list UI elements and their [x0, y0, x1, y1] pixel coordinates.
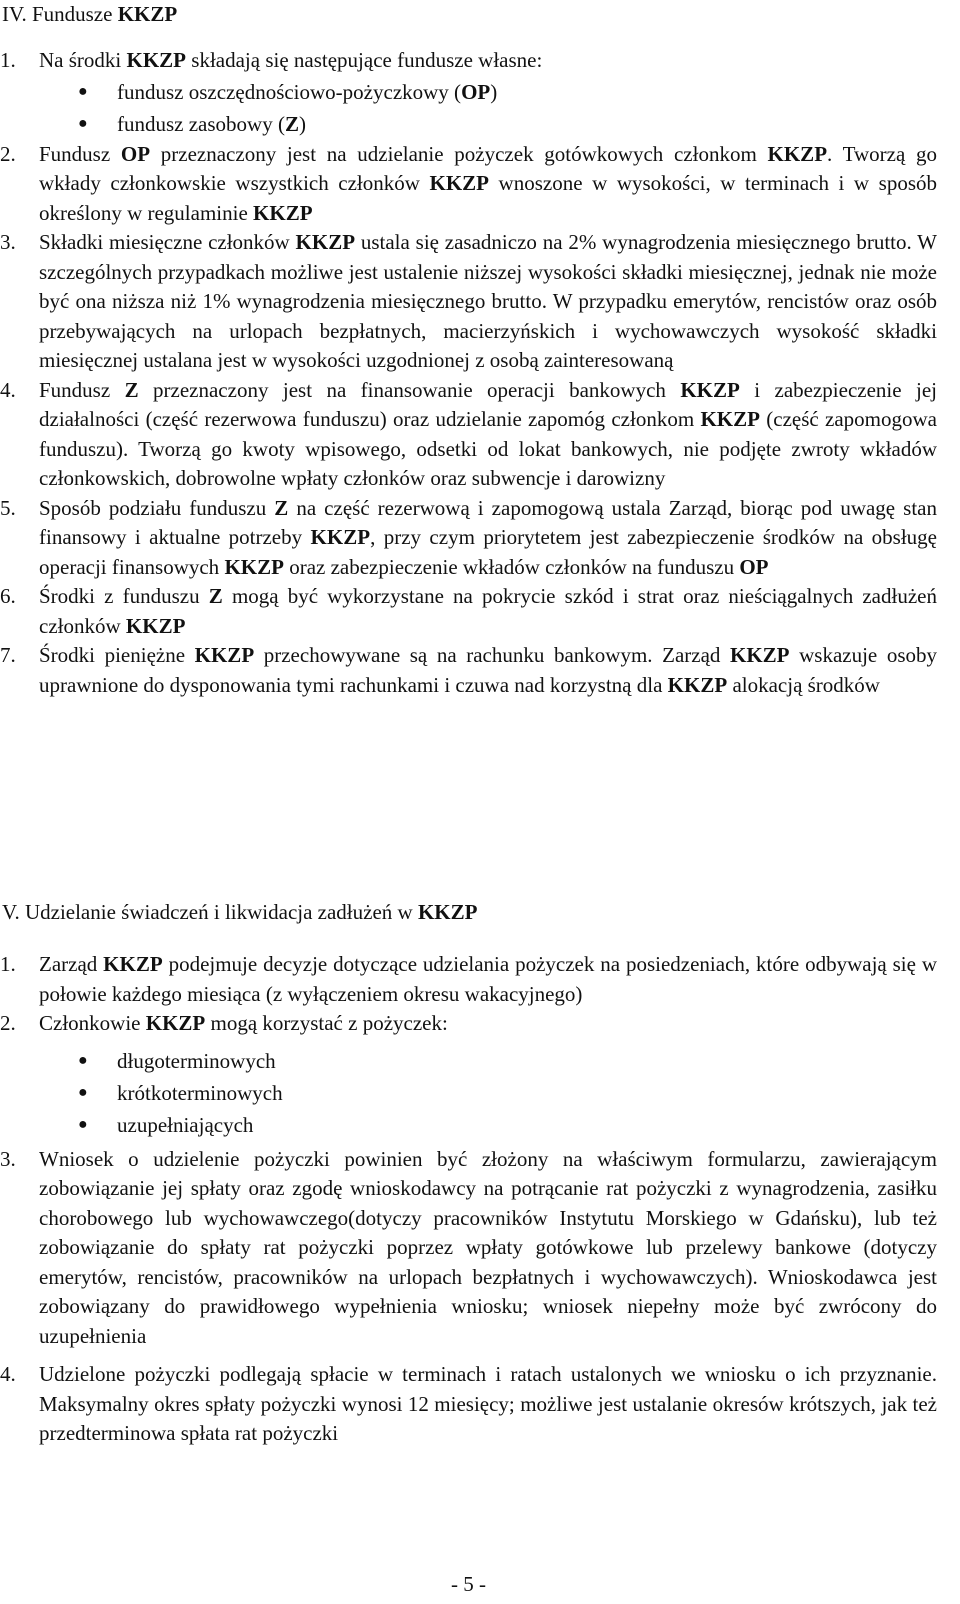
bullet-item	[39, 1045, 937, 1077]
item-number: 5.	[0, 495, 16, 520]
section-iv-item-7	[0, 641, 937, 700]
bullet-icon: ●	[78, 82, 88, 100]
item-text: Składki miesięczne członków KKZP ustala się zasadniczo na 2% wynagrodzenia miesięcznego brutto. W szczególnych przypadkach możliwe jest ustalenie niższej wysokości składki miesięcznej, jednak nie może być ona niższa niż 1% wynagrodzenia miesięcznego brutto. W przypadku emerytów, rencistów oraz osób przebywających na urlopach bezpłatnych, macierzyńskich i wychowawczych wysokość składki miesięcznej ustalana jest w wysokości uzgodnionej z osobą zainteresowaną	[39, 230, 937, 372]
bullet-icon: ●	[78, 114, 88, 132]
section-v-item-4	[0, 1360, 937, 1449]
bullet-text: uzupełniających	[117, 1112, 254, 1137]
bullet-icon: ●	[78, 1115, 88, 1133]
fund-list	[39, 76, 937, 140]
bullet-icon: ●	[78, 1051, 88, 1069]
item-text: Na środki KKZP składają się następujące fundusze własne:	[39, 48, 543, 72]
section-v-item-2	[0, 1009, 937, 1141]
item-text: Udzielone pożyczki podlegają spłacie w terminach i ratach ustalonych we wniosku o ich przyznanie. Maksymalny okres spłaty pożyczki wynosi 12 miesięcy; możliwe jest ustalanie okresów krótszych, jak też przedterminowa spłata rat pożyczki	[39, 1362, 937, 1445]
item-text: Środki pieniężne KKZP przechowywane są na rachunku bankowym. Zarząd KKZP wskazuje osoby uprawnione do dysponowania tymi rachunkami i czuwa nad korzystną dla KKZP alokacją środków	[39, 643, 937, 697]
section-iv-item-6	[0, 582, 937, 641]
item-text: Zarząd KKZP podejmuje decyzje dotyczące udzielania pożyczek na posiedzeniach, które odbywają się w połowie każdego miesiąca (z wyłączeniem okresu wakacyjnego)	[39, 952, 937, 1006]
item-number: 7.	[0, 643, 16, 667]
section-heading-iv: IV. Fundusze KKZP	[2, 2, 178, 26]
section-iv-item-4	[0, 376, 937, 494]
item-text: Środki z funduszu Z mogą być wykorzystane na pokrycie szkód i strat oraz nieściągalnych zadłużeń członków KKZP	[39, 584, 937, 638]
bullet-text: fundusz zasobowy (Z)	[117, 111, 306, 136]
item-text: Fundusz Z przeznaczony jest na finansowanie operacji bankowych KKZP i zabezpieczenie jej działalności (część rezerwowa funduszu) oraz udzielanie zapomóg członkom KKZP (część zapomogowa funduszu). Tworzą go kwoty wpisowego, odsetki od lokat bankowych, nie podjęte zwroty wkładów członkowskich, dobrowolne wpłaty członków oraz subwencje i darowizny	[39, 377, 938, 490]
item-text: Sposób podziału funduszu Z na część rezerwową i zapomogową ustala Zarząd, biorąc pod uwagę stan finansowy i aktualne potrzeby KKZP, przy czym priorytetem jest zabezpieczenie środków na obsługę operacji finansowych KKZP oraz zabezpieczenie wkładów członków na funduszu OP	[39, 495, 937, 579]
item-text: Wniosek o udzielenie pożyczki powinien być złożony na właściwym formularzu, zawierającym zobowiązanie jej spłaty oraz zgodę wnioskodawcy na potrącanie rat pożyczki z wynagrodzenia, zasiłku chorobowego lub wychowawczego(dotyczy pracowników Instytutu Morskiego w Gdańsku), lub też zobowiązanie do spłaty rat pożyczki poprzez wpłaty gotówkowe lub przelewy bankowe (dotyczy emerytów, rencistów, pracowników na urlopach bezpłatnych i wychowawczych). Wnioskodawca jest zobowiązany do prawidłowego wypełnienia wniosku; wniosek niepełny może być zwrócony do uzupełnienia	[39, 1146, 937, 1348]
bullet-text: długoterminowych	[117, 1048, 276, 1073]
section-iv-item-1	[0, 46, 937, 140]
section-v-item-1	[0, 950, 937, 1009]
section-iv-list	[0, 46, 937, 700]
item-number: 2.	[0, 141, 16, 166]
item-number: 2.	[0, 1011, 16, 1035]
bullet-item	[39, 1077, 937, 1109]
bullet-icon: ●	[78, 1083, 88, 1101]
page-number: - 5 -	[451, 1572, 486, 1596]
section-v-list	[0, 950, 937, 1449]
section-heading-v: V. Udzielanie świadczeń i likwidacja zadłużeń w KKZP	[2, 900, 478, 924]
item-text: Fundusz OP przeznaczony jest na udzielanie pożyczek gotówkowych członkom KKZP. Tworzą go wkłady członkowskie wszystkich członków KKZP wnoszone w wysokości, w terminach i w sposób określony w regulaminie KKZP	[39, 141, 937, 225]
section-iv-item-5	[0, 494, 937, 583]
bullet-text: krótkoterminowych	[117, 1080, 283, 1105]
bullet-item	[39, 108, 937, 140]
bullet-text: fundusz oszczędnościowo-pożyczkowy (OP)	[117, 79, 498, 104]
item-number: 6.	[0, 584, 16, 608]
bullet-item	[39, 1109, 937, 1141]
item-number: 3.	[0, 1146, 16, 1171]
item-text: Członkowie KKZP mogą korzystać z pożyczek:	[39, 1011, 448, 1035]
section-iv-item-3	[0, 228, 937, 376]
item-number: 1.	[0, 48, 16, 72]
section-v-item-3	[0, 1145, 937, 1352]
item-number: 4.	[0, 1362, 16, 1386]
item-number: 4.	[0, 377, 16, 402]
section-iv-item-2	[0, 140, 937, 229]
loan-types-list	[39, 1045, 937, 1141]
item-number: 3.	[0, 230, 16, 254]
item-number: 1.	[0, 952, 16, 976]
bullet-item	[39, 76, 937, 108]
